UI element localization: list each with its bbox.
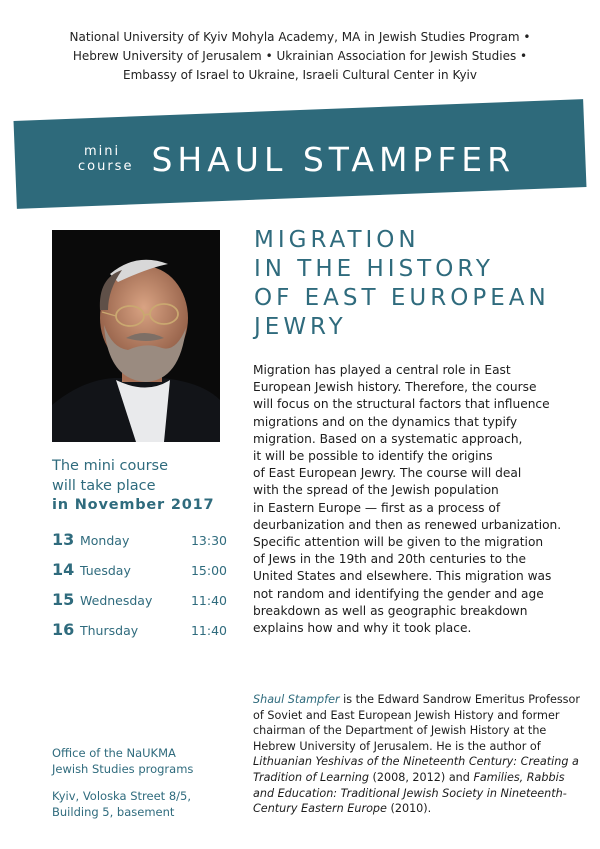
course-title-line-2: IN THE HISTORY [254,256,494,282]
course-word: course [78,159,134,174]
session-time: 11:40 [190,593,227,608]
description-line: migrations and on the dynamics that typify [253,414,518,429]
mini-word: mini [84,144,121,159]
session-schedule [52,530,227,650]
description-line: it will be possible to identify the origins [253,449,493,464]
organizers-header [40,28,560,85]
course-title [254,226,584,342]
description-line: migration. Based on a systematic approach, [253,431,523,446]
session-time: 13:30 [190,533,227,548]
description-line: with the spread of the Jewish population [253,483,499,498]
venue-line-2: Jewish Studies programs [52,761,194,776]
bio-speaker-name: Shaul Stampfer [253,693,340,706]
bio-text-1: is the Edward Sandrow Emeritus Professor of Soviet and East European Jewish History and former chairman of the Department of Jewish History at the Hebrew University of Jerusalem. He is the author of [253,693,580,753]
description-line: Specific attention will be given to the migration [253,535,544,550]
description-line: European Jewish history. Therefore, the course [253,380,537,395]
venue-spacer [52,777,222,789]
speaker-bio [253,692,585,817]
bio-book-2: Families, Rabbis and Education: Traditional Jewish Society in Nineteenth-Century Eastern Europe [253,770,567,816]
description-line: not random and identifying the gender and age [253,586,544,601]
course-title-line-1: MIGRATION [254,227,420,253]
session-time: 11:40 [190,623,227,638]
venue-info [52,746,222,820]
bio-book-1: Lithuanian Yeshivas of the Nineteenth Century: Creating a Tradition of Learning [253,755,579,784]
organizers-line-1: National University of Kyiv Mohyla Academy, MA in Jewish Studies Program • [69,30,531,44]
description-line: breakdown as well as geographic breakdown [253,603,528,618]
session-weekday: Tuesday [80,563,131,578]
schedule-intro [52,457,242,516]
venue-address-1: Kyiv, Voloska Street 8/5, [52,789,191,803]
mini-course-label [78,144,133,174]
description-line: explains how and why it took place. [253,621,472,636]
description-line: in Eastern Europe — first as a process of [253,500,501,515]
schedule-intro-line-1: The mini course [52,458,169,474]
session-weekday: Monday [80,533,130,548]
session-day: 13 [52,530,75,549]
session-row [52,590,227,620]
description-line: Migration has played a central role in East [253,363,511,377]
schedule-month: in November 2017 [52,497,215,513]
session-row [52,620,227,650]
session-day: 14 [52,560,75,579]
session-day: 15 [52,590,75,609]
description-line: of East European Jewry. The course will deal [253,466,522,481]
description-line: deurbanization and then as renewed urbanization. [253,517,562,532]
session-row [52,560,227,590]
speaker-portrait-icon [52,230,220,442]
bio-text-3: (2010). [386,802,432,816]
course-title-line-4: JEWRY [254,314,347,340]
organizers-line-2: Hebrew University of Jerusalem • Ukrainian Association for Jewish Studies • [72,49,528,63]
course-title-line-3: OF EAST EUROPEAN [254,285,550,311]
venue-line-1: Office of the NaUKMA [52,746,176,760]
banner-content [78,137,515,181]
session-day: 16 [52,620,75,639]
session-weekday: Thursday [80,623,139,638]
schedule-intro-line-2: will take place [52,477,156,494]
description-line: will focus on the structural factors that influence [253,397,550,412]
speaker-name: SHAUL STAMPFER [151,139,516,179]
session-weekday: Wednesday [80,593,153,608]
description-line: of Jews in the 19th and 20th centuries to the [253,552,526,567]
venue-address-2: Building 5, basement [52,804,175,819]
course-description [253,362,585,637]
organizers-line-3: Embassy of Israel to Ukraine, Israeli Cultural Center in Kyiv [123,68,477,82]
bio-text-2: (2008, 2012) and [368,770,474,784]
session-time: 15:00 [190,563,227,578]
session-row [52,530,227,560]
description-line: United States and elsewhere. This migration was [253,569,552,584]
